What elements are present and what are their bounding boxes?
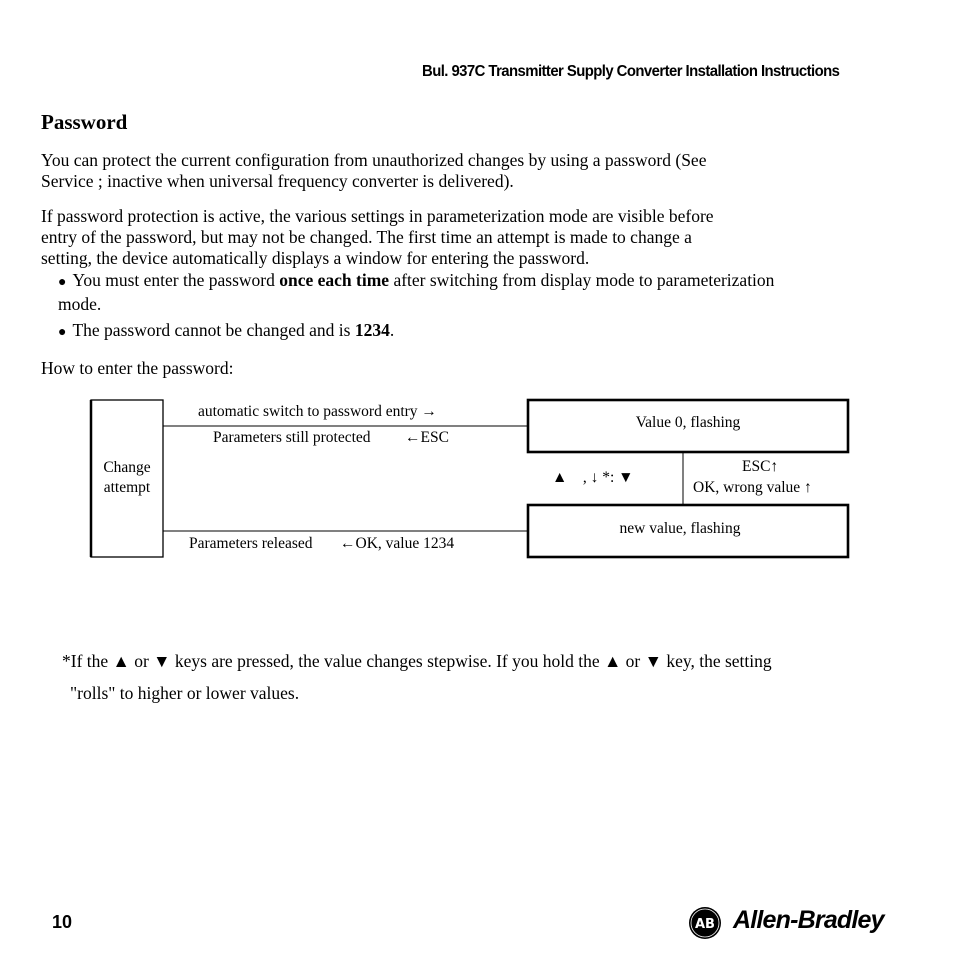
bullet-item	[58, 318, 908, 345]
esc-up-label: ESC↑	[742, 458, 779, 475]
bullet-dot-icon: ●	[58, 325, 67, 340]
change-attempt-text: Change	[103, 459, 151, 476]
bullet-text: .	[389, 320, 395, 340]
footnote	[62, 645, 922, 709]
footnote-line: "rolls" to higher or lower values.	[70, 683, 300, 703]
paragraph-line: You can protect the current configuration from unauthorized changes by using a password (See	[41, 150, 707, 170]
bullet-continuation: mode.	[58, 294, 102, 314]
bullet-text: after switching from display mode to parameterization	[389, 270, 775, 290]
howto-label: How to enter the password:	[41, 358, 234, 378]
intro-paragraph-2	[41, 206, 861, 269]
intro-paragraph-1	[41, 150, 861, 192]
released-label: Parameters released	[189, 535, 313, 552]
ok-wrong-label: OK, wrong value ↑	[693, 479, 812, 496]
bullet-emphasis: 1234	[354, 320, 390, 340]
paragraph-line: If password protection is active, the various settings in parameterization mode are visible before	[41, 206, 714, 226]
bullet-item	[58, 268, 908, 295]
auto-switch-label: automatic switch to password entry →	[198, 403, 437, 420]
change-attempt-text: attempt	[103, 479, 151, 496]
value0-label: Value 0, flashing	[635, 414, 741, 431]
bullet-text: You must enter the password	[72, 270, 280, 290]
logo-letters: AB	[695, 917, 715, 932]
page-number: 10	[52, 912, 73, 932]
ok-value-label: ←OK, value 1234	[340, 535, 455, 552]
footnote-line: *If the ▲ or ▼ keys are pressed, the value changes stepwise. If you hold the ▲ or ▼ key, the setting	[62, 651, 772, 671]
brand-name: Allen-Bradley	[733, 906, 884, 934]
bullet-emphasis: once each time	[279, 270, 390, 290]
new-value-label: new value, flashing	[619, 520, 741, 537]
paragraph-line: setting, the device automatically displays a window for entering the password.	[41, 248, 590, 268]
section-title: Password	[41, 110, 128, 134]
still-protected-label: Parameters still protected	[213, 429, 371, 446]
arrow-keys-label: ▲ , ↓ *: ▼	[552, 469, 634, 486]
bullet-text: The password cannot be changed and is	[72, 320, 355, 340]
allen-bradley-logo-icon	[688, 906, 722, 940]
document-header: Bul. 937C Transmitter Supply Converter Installation Instructions	[422, 63, 840, 80]
change-attempt-label	[92, 458, 162, 498]
paragraph-line: entry of the password, but may not be changed. The first time an attempt is made to change a	[41, 227, 692, 247]
paragraph-line: Service ; inactive when universal frequency converter is delivered).	[41, 171, 514, 191]
bullet-dot-icon: ●	[58, 275, 67, 290]
esc-back-label: ←ESC	[405, 429, 449, 446]
